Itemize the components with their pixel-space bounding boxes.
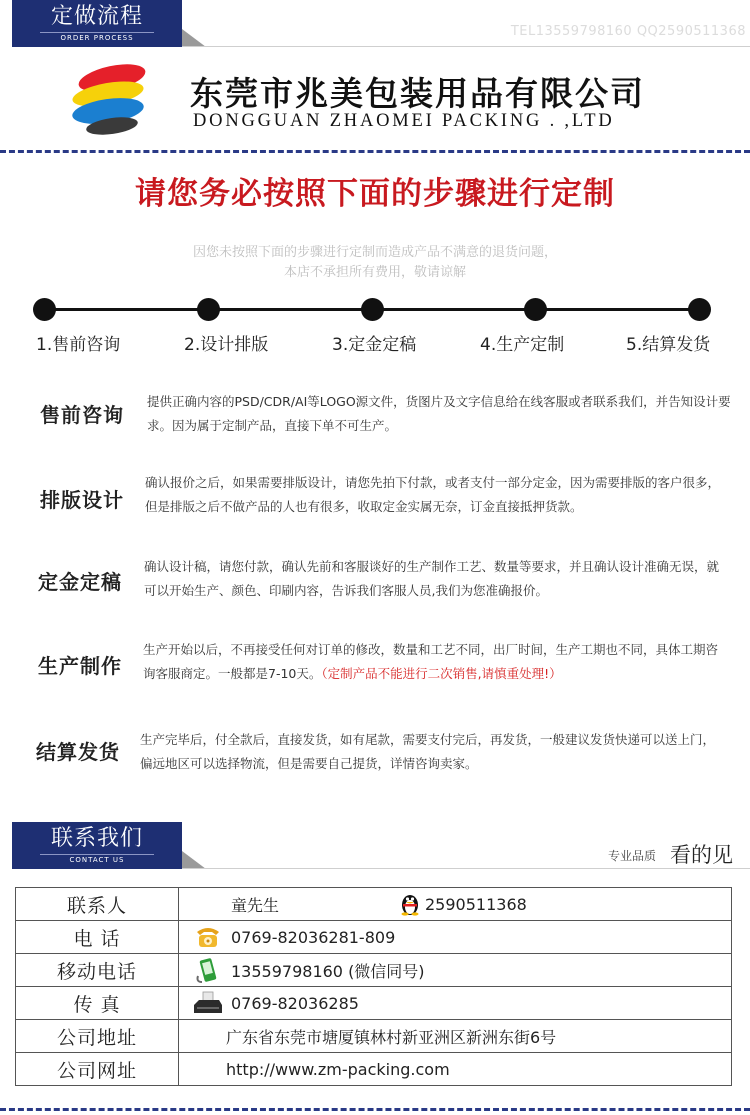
section-text-production: [143, 638, 728, 686]
section-title-consult: 售前咨询: [40, 403, 124, 427]
order-process-tab: [12, 0, 182, 47]
address-value: 广东省东莞市塘厦镇林村新亚洲区新洲东街6号: [226, 1027, 557, 1047]
order-process-title: 定做流程: [50, 4, 143, 29]
address-label: 公司地址: [16, 1020, 179, 1053]
qq-penguin-icon: [399, 890, 421, 918]
section-title-settlement: 结算发货: [36, 740, 120, 764]
notice-line-1: 因您未按照下面的步骤进行定制而造成产品不满意的退货问题，: [192, 245, 557, 260]
table-row: [16, 954, 732, 987]
telephone-icon: [193, 923, 223, 951]
step-label-1: 1.售前咨询: [36, 335, 121, 355]
company-name-cn: 东莞市兆美包装用品有限公司: [190, 74, 645, 113]
section-title-production: 生产制作: [38, 654, 122, 678]
top-grey-rule: [182, 46, 750, 47]
mobile-value: 13559798160 (微信同号): [231, 961, 425, 981]
quality-small-text: 专业品质: [608, 849, 657, 863]
phone-cell: [179, 921, 732, 954]
fax-cell: [179, 987, 732, 1020]
qq-number-value: 2590511368: [425, 894, 527, 914]
mobile-phone-icon: [193, 956, 223, 984]
step-label-5: 5.结算发货: [626, 335, 711, 355]
section-title-deposit: 定金定稿: [38, 570, 122, 594]
divider-top: [0, 150, 750, 153]
step-dot-2: [197, 298, 220, 321]
mobile-label: 移动电话: [16, 954, 179, 987]
quality-big-text: 看的见: [670, 843, 733, 867]
mobile-cell: [179, 954, 732, 987]
table-row: [16, 1053, 732, 1086]
table-row: [16, 987, 732, 1020]
section-text-deposit: 确认设计稿，请您付款，确认先前和客服谈好的生产制作工艺、数量等要求，并且确认设计准确无误，就可以开始生产、颜色、印刷内容，告诉我们客服人员,我们为您准确报价。: [144, 559, 720, 598]
address-cell: [179, 1020, 732, 1053]
step-label-4: 4.生产定制: [480, 335, 565, 355]
section-text-layout: 确认报价之后，如果需要排版设计，请您先拍下付款，或者支付一部分定金，因为需要排版的客户很多，但是排版之后不做产品的人也有很多，收取定金实属无奈，订金直接抵押货款。: [145, 475, 721, 514]
contact-person-label: 联系人: [16, 888, 179, 921]
table-row: [16, 888, 732, 921]
fax-value: 0769-82036285: [231, 993, 359, 1013]
contact-us-tab: [12, 822, 182, 869]
website-link[interactable]: http://www.zm-packing.com: [226, 1059, 450, 1079]
tab-wedge-top: [182, 29, 206, 47]
table-row: [16, 1020, 732, 1053]
contact-person-value: 童先生: [231, 895, 280, 915]
section-text-settlement: 生产完毕后，付全款后，直接发货，如有尾款，需要支付完后，再发货，一般建议发货快递可以送上门，偏远地区可以选择物流，但是需要自己提货，详情咨询卖家。: [140, 732, 716, 771]
company-logo-icon: [68, 58, 150, 138]
phone-label: 电 话: [16, 921, 179, 954]
website-label: 公司网址: [16, 1053, 179, 1086]
section-title-layout: 排版设计: [40, 488, 124, 512]
step-dot-4: [524, 298, 547, 321]
contact-person-cell: [179, 888, 732, 921]
company-name-en: DONGGUAN ZHAOMEI PACKING . ,LTD: [193, 111, 615, 131]
contact-us-title: 联系我们: [50, 826, 143, 851]
contact-grey-rule: [182, 868, 750, 869]
contact-line: TEL13559798160 QQ2590511368: [510, 24, 746, 39]
website-cell: [179, 1053, 732, 1086]
fax-label: 传 真: [16, 987, 179, 1020]
production-text: 生产开始以后，不再接受任何对订单的修改，数量和工艺不同，出厂时间，生产工期也不同，具体工期咨询客服商定。一般都是7-10天。: [143, 642, 719, 681]
step-label-3: 3.定金定稿: [332, 335, 417, 355]
order-process-subtitle: ORDER PROCESS: [40, 32, 154, 43]
fax-machine-icon: [193, 989, 223, 1017]
divider-bottom: [0, 1108, 750, 1111]
tab-wedge-contact: [182, 851, 206, 869]
notice-line-2: 本店不承担所有费用，敬请谅解: [283, 265, 466, 280]
headline: 请您务必按照下面的步骤进行定制: [135, 176, 615, 212]
step-dot-3: [361, 298, 384, 321]
production-warning: （定制产品不能进行二次销售,请慎重处理!）: [321, 666, 562, 681]
table-row: [16, 921, 732, 954]
contact-table: [15, 887, 732, 1086]
step-dot-1: [33, 298, 56, 321]
section-text-consult: 提供正确内容的PSD/CDR/AI等LOGO源文件，货图片及文字信息给在线客服或者联系我们，并告知设计要求。因为属于定制产品，直接下单不可生产。: [147, 394, 731, 433]
step-label-2: 2.设计排版: [184, 335, 269, 355]
phone-value: 0769-82036281-809: [231, 927, 396, 947]
contact-us-subtitle: CONTACT US: [40, 854, 154, 865]
step-dot-5: [688, 298, 711, 321]
